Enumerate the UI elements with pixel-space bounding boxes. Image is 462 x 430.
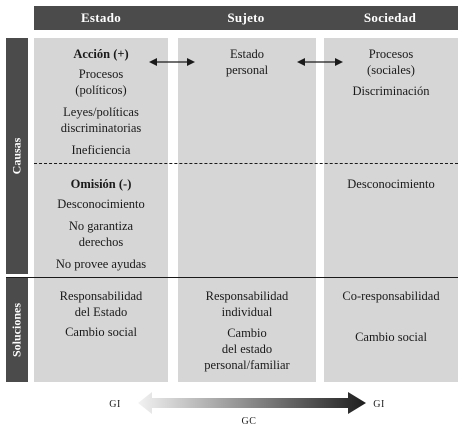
estado-causa-line: discriminatorias	[60, 121, 142, 135]
sociedad-causa-line: Procesos	[368, 47, 414, 61]
header-sociedad: Sociedad	[363, 10, 417, 25]
sujeto-causa-line: Estado	[229, 47, 265, 61]
estado-solucion-line: del Estado	[74, 305, 128, 319]
sociedad-causa-line: (sociales)	[367, 63, 415, 77]
side-soluciones	[6, 278, 28, 382]
section-divider	[6, 277, 458, 278]
sujeto-solucion-line: personal/familiar	[204, 358, 290, 372]
side-label-causas: Causas	[9, 137, 24, 175]
estado-causa-line: (políticos)	[75, 83, 127, 97]
estado-causa-line: Ineficiencia	[71, 143, 131, 157]
arrow-right-label: GI	[373, 399, 385, 410]
estado-omision-line: derechos	[78, 235, 124, 249]
estado-omision-line: Desconocimiento	[57, 197, 145, 211]
sujeto-solucion-line: Cambio	[227, 326, 267, 340]
estado-solucion-line: Cambio social	[65, 325, 137, 339]
double-arrow-icon	[148, 55, 196, 69]
header-sujeto: Sujeto	[227, 10, 265, 25]
sociedad-omision-line: Desconocimiento	[347, 177, 435, 191]
dashed-divider	[34, 163, 458, 164]
estado-solucion-line: Responsabilidad	[59, 289, 143, 303]
accion-title: Acción (+)	[73, 47, 129, 61]
omision-title: Omisión (-)	[70, 177, 132, 191]
estado-omision-line: No provee ayudas	[55, 257, 147, 271]
sociedad-solucion-line: Co-responsabilidad	[342, 289, 440, 303]
sujeto-solucion-line: del estado	[221, 342, 273, 356]
double-arrow-icon	[296, 55, 344, 69]
header-estado: Estado	[80, 10, 122, 25]
arrow-center-label: GC	[241, 416, 257, 427]
side-label-soluciones: Soluciones	[9, 302, 24, 358]
gradient-arrow-icon	[138, 391, 366, 415]
arrow-left-label: GI	[109, 399, 121, 410]
sujeto-solucion-line: individual	[221, 305, 273, 319]
estado-omision-line: No garantiza	[68, 219, 134, 233]
estado-causa-line: Procesos	[78, 67, 124, 81]
estado-causa-line: Leyes/políticas	[63, 105, 139, 119]
sociedad-causa-line: Discriminación	[352, 84, 430, 98]
sujeto-solucion-line: Responsabilidad	[205, 289, 289, 303]
side-causas	[6, 38, 28, 274]
sujeto-causa-line: personal	[225, 63, 269, 77]
sociedad-solucion-line: Cambio social	[355, 330, 427, 344]
